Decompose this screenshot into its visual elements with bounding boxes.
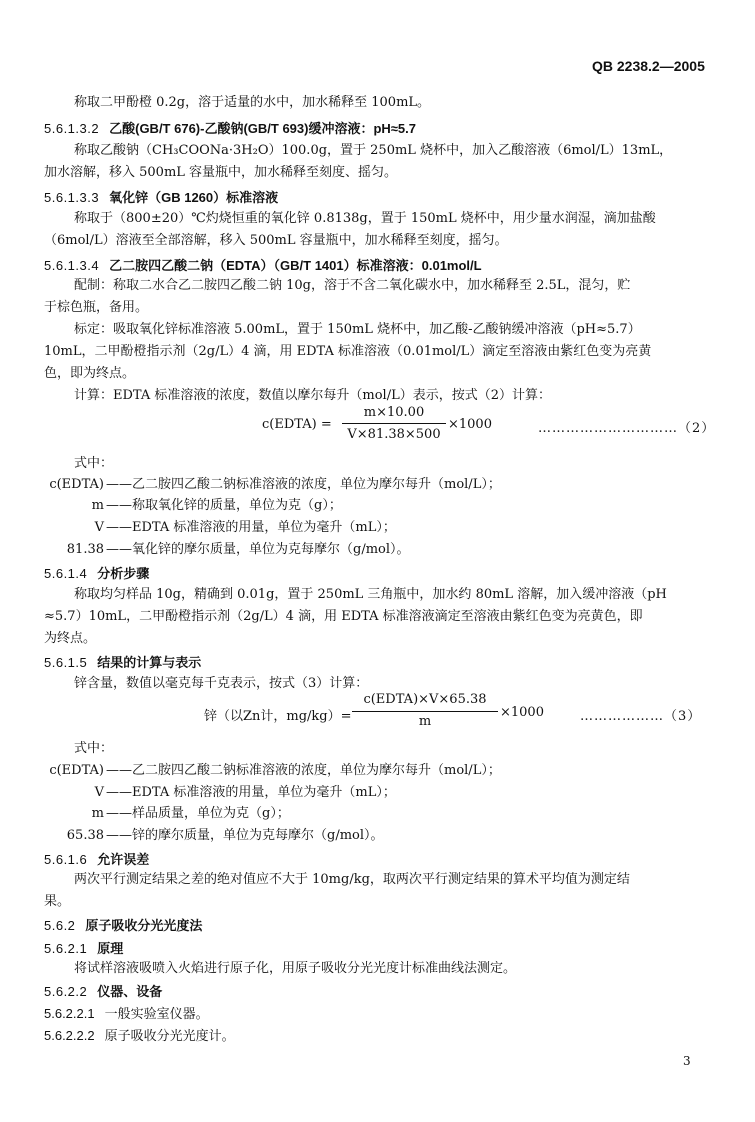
variable-symbol: m <box>91 806 104 821</box>
section-number: 5.6.1.4 <box>44 566 88 581</box>
variable-description: ——称取氧化锌的质量，单位为克（g）； <box>106 498 342 513</box>
paragraph-line: 于棕色瓶，备用。 <box>44 300 149 315</box>
section-number: 5.6.2.2 <box>44 984 88 999</box>
variable-symbol: c(EDTA) <box>49 763 104 778</box>
formula-lhs: c(EDTA) = <box>262 417 332 432</box>
section-heading-5.6.1.3.3 <box>44 187 278 206</box>
variable-description: ——锌的摩尔质量，单位为克每摩尔（g/mol）。 <box>106 828 384 843</box>
paragraph-line: 称取均匀样品 10g，精确到 0.01g，置于 250mL 三角瓶中，加水约 80mL 溶解，加入缓冲溶液（pH <box>74 587 667 602</box>
equation-number: ………………（3） <box>580 709 702 724</box>
section-title: 仪器、设备 <box>97 984 163 999</box>
where-label: 式中： <box>74 741 114 756</box>
section-number: 5.6.1.5 <box>44 655 88 670</box>
variable-description: ——样品质量，单位为克（g）； <box>106 806 290 821</box>
formula-numerator: c(EDTA)×V×65.38 <box>363 692 487 707</box>
paragraph-line: 标定：吸取氧化锌标准溶液 5.00mL，置于 150mL 烧杯中，加乙酸-乙酸钠缓冲溶液（pH≈5.7） <box>74 322 641 337</box>
section-heading-5.6.1.6 <box>44 849 149 868</box>
section-number: 5.6.2.1 <box>44 941 88 956</box>
standard-number: QB 2238.2—2005 <box>592 58 705 74</box>
paragraph-line: （6mol/L）溶液至全部溶解，移入 500mL 容量瓶中，加水稀释至刻度，摇匀。 <box>44 233 508 248</box>
section-title: 允许误差 <box>97 852 150 867</box>
formula-rhs: ×1000 <box>500 705 544 720</box>
fraction-bar <box>342 423 446 424</box>
section-number: 5.6.1.6 <box>44 852 88 867</box>
section-title: 结果的计算与表示 <box>97 655 202 670</box>
paragraph-line: 锌含量，数值以毫克每千克表示，按式（3）计算： <box>74 676 369 691</box>
formula-lhs: 锌（以Zn计，mg/kg）= <box>204 709 352 724</box>
paragraph-line: 称取于（800±20）℃灼烧恒重的氧化锌 0.8138g，置于 150mL 烧杯中，用少量水润湿，滴加盐酸 <box>74 211 656 226</box>
paragraph-line: 为终点。 <box>44 631 97 646</box>
variable-description: ——乙二胺四乙酸二钠标准溶液的浓度，单位为摩尔每升（mol/L）； <box>106 477 501 492</box>
section-title: 一般实验室仪器。 <box>104 1007 209 1022</box>
section-number: 5.6.1.3.3 <box>44 190 100 205</box>
paragraph-line: 加水溶解，移入 500mL 容量瓶中，加水稀释至刻度、摇匀。 <box>44 165 398 180</box>
where-label: 式中： <box>74 456 114 471</box>
paragraph-line: 称取乙酸钠（CH₃COONa·3H₂O）100.0g，置于 250mL 烧杯中，加入乙酸溶液（6mol/L）13mL， <box>74 143 673 158</box>
formula-rhs: ×1000 <box>448 417 492 432</box>
variable-symbol: V <box>94 785 104 800</box>
paragraph-line: 将试样溶液吸喷入火焰进行原子化，用原子吸收分光光度计标准曲线法测定。 <box>74 961 517 976</box>
section-title: 原理 <box>97 941 124 956</box>
section-number: 5.6.2.2.2 <box>44 1028 95 1043</box>
section-number: 5.6.1.3.2 <box>44 121 100 136</box>
section-heading-5.6.1.4 <box>44 563 149 582</box>
paragraph-line: 果。 <box>44 894 71 909</box>
variable-symbol: c(EDTA) <box>49 477 104 492</box>
section-heading-5.6.2.1 <box>44 938 123 957</box>
variable-description: ——EDTA 标准溶液的用量，单位为毫升（mL）； <box>106 520 396 535</box>
formula-numerator: m×10.00 <box>363 405 425 420</box>
section-number: 5.6.1.3.4 <box>44 258 100 273</box>
section-title: 原子吸收分光光度法 <box>85 918 203 933</box>
variable-symbol: m <box>91 498 104 513</box>
variable-symbol: 65.38 <box>66 828 104 843</box>
section-heading-5.6.1.3.2 <box>44 118 416 137</box>
section-title: 分析步骤 <box>97 566 150 581</box>
variable-description: ——氧化锌的摩尔质量，单位为克每摩尔（g/mol）。 <box>106 542 410 557</box>
variable-description: ——EDTA 标准溶液的用量，单位为毫升（mL）； <box>106 785 396 800</box>
formula-denominator: m <box>418 714 432 729</box>
paragraph-line: 两次平行测定结果之差的绝对值应不大于 10mg/kg，取两次平行测定结果的算术平均值为测定结 <box>74 872 630 887</box>
section-heading-5.6.1.3.4 <box>44 255 482 274</box>
paragraph-line: 计算：EDTA 标准溶液的浓度，数值以摩尔每升（mol/L）表示，按式（2）计算： <box>74 388 551 403</box>
paragraph-line: 色，即为终点。 <box>44 366 136 381</box>
paragraph-line: 10mL，二甲酚橙指示剂（2g/L）4 滴，用 EDTA 标准溶液（0.01mol/L）滴定至溶液由紫红色变为亮黄 <box>44 344 652 359</box>
list-item-5.6.2.2.1 <box>44 1003 209 1025</box>
variable-description: ——乙二胺四乙酸二钠标准溶液的浓度，单位为摩尔每升（mol/L）； <box>106 763 501 778</box>
section-title: 乙酸(GB/T 676)-乙酸钠(GB/T 693)缓冲溶液：pH≈5.7 <box>109 121 416 136</box>
formula-denominator: V×81.38×500 <box>347 427 441 442</box>
section-title: 乙二胺四乙酸二钠（EDTA）（GB/T 1401）标准溶液：0.01mol/L <box>109 258 482 273</box>
section-heading-5.6.2 <box>44 915 202 934</box>
equation-number: …………………………（2） <box>538 421 716 436</box>
section-heading-5.6.2.2 <box>44 981 162 1000</box>
section-title: 原子吸收分光光度计。 <box>104 1029 235 1044</box>
paragraph-line: 配制：称取二水合乙二胺四乙酸二钠 10g，溶于不含二氧化碳水中，加水稀释至 2.5L，混匀，贮 <box>74 278 631 293</box>
variable-symbol: 81.38 <box>66 542 104 557</box>
paragraph-line: ≈5.7）10mL，二甲酚橙指示剂（2g/L）4 滴，用 EDTA 标准溶液滴定至溶液由紫红色变为亮黄色，即 <box>44 609 643 624</box>
paragraph-line: 称取二甲酚橙 0.2g，溶于适量的水中，加水稀释至 100mL。 <box>74 95 431 110</box>
fraction-bar <box>352 711 498 712</box>
page-number: 3 <box>683 1054 691 1068</box>
variable-symbol: V <box>94 520 104 535</box>
list-item-5.6.2.2.2 <box>44 1025 235 1047</box>
section-heading-5.6.1.5 <box>44 652 201 671</box>
section-number: 5.6.2 <box>44 918 76 933</box>
section-number: 5.6.2.2.1 <box>44 1006 95 1021</box>
section-title: 氧化锌（GB 1260）标准溶液 <box>109 190 279 205</box>
